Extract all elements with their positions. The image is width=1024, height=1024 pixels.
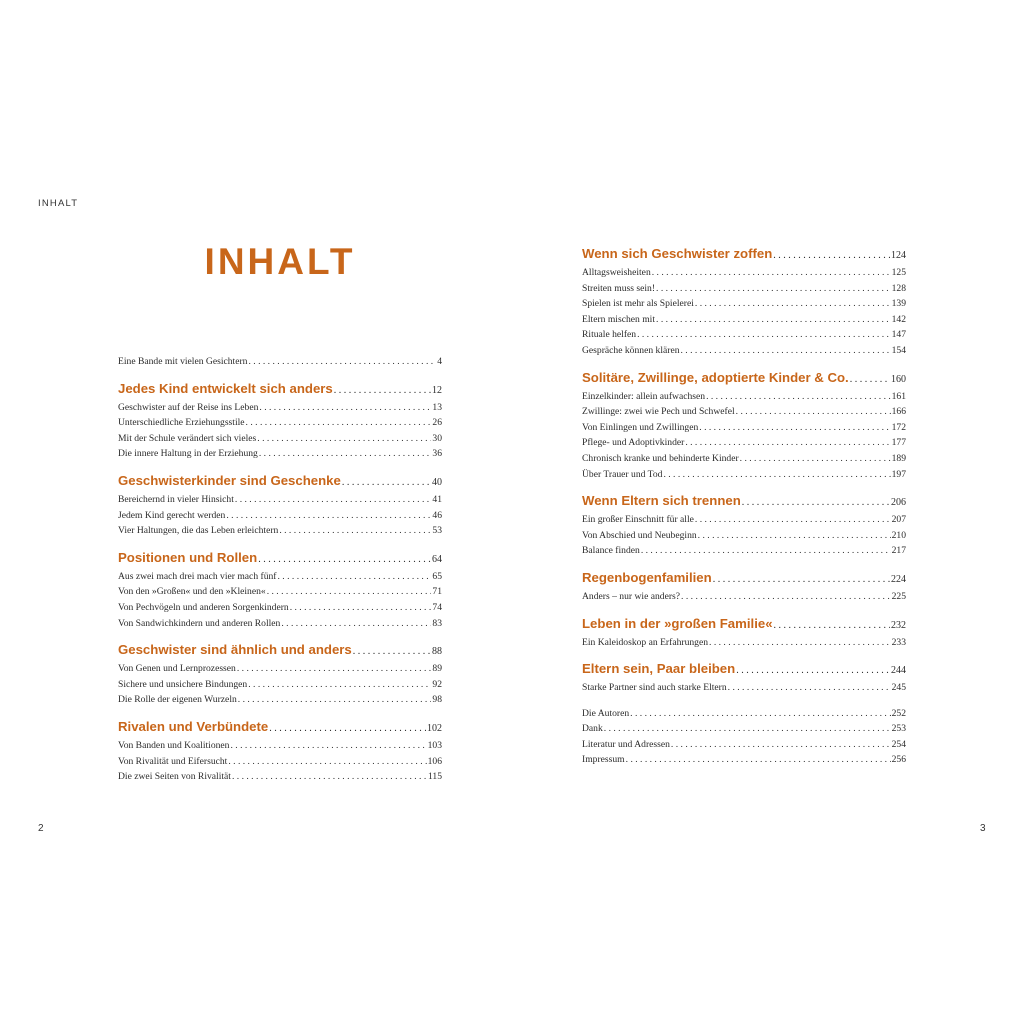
chapter-page: 64 [432,553,442,565]
entry-page: 89 [432,663,442,675]
entry-page: 172 [891,421,906,433]
leader-dots [637,327,891,343]
toc-entry[interactable] [582,680,906,696]
toc-entry[interactable] [118,600,442,616]
entry-title: Gespräche können klären [582,344,680,356]
leader-dots [773,247,890,265]
entry-page: 13 [432,401,442,413]
entry-title: Unterschiedliche Erziehungsstile [118,417,245,429]
toc-entry[interactable] [118,400,442,416]
toc-right-column [582,245,906,768]
toc-entry[interactable] [118,754,442,770]
entry-page: 207 [891,514,906,526]
entry-page: 233 [891,636,906,648]
chapter-title: Geschwister sind ähnlich und anders [118,642,352,658]
leader-dots [248,677,431,693]
entry-title: Dank [582,723,603,735]
chapter-page: 206 [891,497,906,509]
toc-entry[interactable] [118,523,442,539]
entry-page: 225 [891,590,906,602]
leader-dots [656,281,891,297]
toc-left-column [118,354,442,785]
chapter-title: Jedes Kind entwickelt sich anders [118,380,333,396]
entry-page: 106 [427,755,442,767]
entry-title: Starke Partner sind auch starke Eltern [582,682,727,694]
leader-dots [641,543,891,559]
entry-title: Jedem Kind gerecht werden [118,509,226,521]
entry-title: Von Einlingen und Zwillingen [582,421,699,433]
leader-dots [279,523,431,539]
entry-title: Anders – nur wie anders? [582,590,681,602]
entry-page: 4 [437,356,442,367]
entry-title: Bereichernd in vieler Hinsicht [118,493,234,505]
toc-chapter-heading[interactable] [118,380,442,400]
toc-entry[interactable] [582,512,906,528]
leader-dots [334,382,431,400]
entry-page: 161 [891,390,906,402]
entry-page: 189 [891,452,906,464]
leader-dots [259,446,432,462]
leader-dots [742,494,890,512]
chapter-page: 232 [891,619,906,631]
toc-chapter-heading[interactable] [582,492,906,512]
leader-dots [713,571,890,589]
leader-dots [681,589,891,605]
toc-entry[interactable] [582,752,906,768]
chapter-page: 88 [432,646,442,658]
toc-entry[interactable] [582,389,906,405]
toc-entry[interactable] [582,721,906,737]
leader-dots [774,617,890,635]
leader-dots [281,616,431,632]
entry-page: 147 [891,329,906,341]
entry-page: 177 [891,437,906,449]
leader-dots [290,600,432,616]
entry-page: 92 [432,678,442,690]
entry-page: 217 [891,545,906,557]
leader-dots [736,404,891,420]
toc-entry[interactable] [582,635,906,651]
entry-page: 115 [427,771,442,783]
page-number-left: 2 [38,823,44,834]
entry-page: 125 [891,267,906,278]
entry-title: Pflege- und Adoptivkinder [582,437,685,449]
chapter-page: 244 [891,665,906,677]
page-title: INHALT [204,241,356,282]
leader-dots [706,389,891,405]
leader-dots [259,400,431,416]
chapter-page: 102 [427,722,442,734]
toc-chapter-heading[interactable] [582,615,906,635]
entry-title: Vier Haltungen, die das Leben erleichtern [118,525,279,537]
chapter-page: 12 [432,384,442,396]
entry-title: Einzelkinder: allein aufwachsen [582,390,706,402]
leader-dots [728,680,891,696]
toc-chapter-heading[interactable] [582,660,906,680]
entry-page: 139 [891,298,906,310]
leader-dots [226,508,431,524]
toc-entry[interactable] [582,343,906,359]
toc-chapter-heading[interactable] [582,569,906,589]
toc-entry[interactable] [118,584,442,600]
entry-page: 256 [891,754,906,766]
toc-entry[interactable] [582,420,906,436]
entry-title: Balance finden [582,545,640,557]
toc-chapter-heading[interactable] [118,472,442,492]
toc-entry[interactable] [118,661,442,677]
entry-page: 71 [432,586,442,598]
toc-entry[interactable] [118,492,442,508]
entry-title: Spielen ist mehr als Spielerei [582,298,694,310]
entry-title: Aus zwei mach drei mach vier mach fünf [118,570,277,582]
chapter-page: 224 [891,573,906,585]
entry-title: Die innere Haltung in der Erziehung [118,448,258,460]
chapter-title: Rivalen und Verbündete [118,718,269,734]
chapter-title: Positionen und Rollen [118,549,258,565]
entry-page: 26 [432,417,442,429]
entry-page: 74 [432,601,442,613]
entry-page: 83 [432,617,442,629]
toc-entry[interactable] [582,265,906,281]
running-header: INHALT [38,198,79,209]
toc-entry[interactable] [582,706,906,722]
entry-title: Impressum [582,754,625,766]
entry-title: Von Abschied und Neubeginn [582,529,697,541]
entry-title: Alltagsweisheiten [582,267,651,278]
toc-chapter-heading[interactable] [118,549,442,569]
toc-entry[interactable] [118,738,442,754]
leader-dots [238,692,432,708]
chapter-title: Wenn sich Geschwister zoffen [582,246,773,261]
entry-title: Sichere und unsichere Bindungen [118,678,248,690]
entry-title: Literatur und Adressen [582,738,670,750]
leader-dots [626,752,891,768]
chapter-title: Geschwisterkinder sind Geschenke [118,472,341,488]
entry-title: Die Autoren [582,707,630,719]
toc-chapter-heading[interactable] [118,718,442,738]
toc-entry[interactable] [118,431,442,447]
toc-entry[interactable] [582,528,906,544]
entry-title: Über Trauer und Tod [582,468,663,480]
leader-dots [656,312,891,328]
entry-page: 98 [432,694,442,706]
toc-intro-entry[interactable] [118,354,442,370]
entry-page: 245 [891,682,906,694]
leader-dots [630,706,890,722]
leader-dots [652,265,891,281]
chapter-title: Wenn Eltern sich trennen [582,493,741,509]
leader-dots [278,569,432,585]
chapter-page: 40 [432,476,442,488]
leader-dots [342,474,431,492]
entry-title: Chronisch kranke und behinderte Kinder [582,452,739,464]
entry-page: 166 [891,406,906,418]
leader-dots [740,451,891,467]
leader-dots [663,467,890,483]
toc-entry[interactable] [582,281,906,297]
leader-dots [235,492,432,508]
toc-entry[interactable] [582,312,906,328]
section-gap [582,696,906,706]
entry-title: Die Rolle der eigenen Wurzeln [118,694,237,706]
toc-entry[interactable] [582,435,906,451]
entry-title: Ein Kaleidoskop an Erfahrungen [582,636,709,648]
leader-dots [709,635,891,651]
entry-page: 41 [432,493,442,505]
leader-dots [257,431,431,447]
chapter-title: Eltern sein, Paar bleiben [582,661,736,677]
leader-dots [232,769,427,785]
leader-dots [699,420,890,436]
chapter-title: Regenbogenfamilien [582,569,712,585]
entry-title: Eltern mischen mit [582,313,656,325]
entry-page: 128 [891,282,906,294]
toc-entry[interactable] [118,446,442,462]
toc-entry[interactable] [118,415,442,431]
toc-entry[interactable] [118,616,442,632]
toc-entry[interactable] [582,404,906,420]
chapter-title: Leben in der »großen Familie« [582,615,773,631]
entry-page: 103 [427,739,442,751]
leader-dots [850,371,890,389]
leader-dots [248,354,436,370]
toc-chapter-heading[interactable] [582,369,906,389]
entry-title: Streiten muss sein! [582,282,656,294]
leader-dots [698,528,891,544]
toc-entry[interactable] [582,467,906,483]
entry-page: 253 [891,723,906,735]
chapter-page: 160 [891,373,906,385]
toc-entry[interactable] [582,451,906,467]
toc-entry[interactable] [582,296,906,312]
toc-entry[interactable] [118,769,442,785]
toc-entry[interactable] [582,327,906,343]
entry-page: 154 [891,344,906,356]
leader-dots [353,643,431,661]
entry-page: 210 [891,529,906,541]
leader-dots [230,738,426,754]
leader-dots [681,343,891,359]
chapter-page: 124 [891,250,906,261]
leader-dots [671,737,891,753]
entry-title: Von Genen und Lernprozessen [118,663,236,675]
leader-dots [736,662,890,680]
leader-dots [246,415,432,431]
entry-page: 197 [891,468,906,480]
entry-title: Von Pechvögeln und anderen Sorgenkindern [118,601,289,613]
toc-chapter-heading[interactable] [582,245,906,265]
entry-title: Rituale helfen [582,329,637,341]
entry-title: Zwillinge: zwei wie Pech und Schwefel [582,406,735,418]
entry-title: Ein großer Einschnitt für alle [582,514,694,526]
entry-page: 36 [432,448,442,460]
entry-page: 65 [432,570,442,582]
entry-page: 46 [432,509,442,521]
toc-entry[interactable] [118,677,442,693]
leader-dots [258,551,431,569]
toc-entry[interactable] [582,589,906,605]
entry-title: Eine Bande mit vielen Gesichtern [118,356,248,367]
leader-dots [237,661,432,677]
entry-title: Geschwister auf der Reise ins Leben [118,401,259,413]
entry-page: 252 [891,707,906,719]
entry-title: Von Banden und Koalitionen [118,739,230,751]
toc-entry[interactable] [582,737,906,753]
entry-title: Von Rivalität und Eifersucht [118,755,228,767]
entry-title: Von Sandwichkindern und anderen Rollen [118,617,281,629]
entry-title: Mit der Schule verändert sich vieles [118,432,257,444]
leader-dots [695,512,891,528]
page-number-right: 3 [980,823,986,834]
leader-dots [228,754,426,770]
entry-page: 30 [432,432,442,444]
entry-page: 142 [891,313,906,325]
toc-chapter-heading[interactable] [118,641,442,661]
toc-entry[interactable] [118,569,442,585]
entry-page: 254 [891,738,906,750]
leader-dots [267,584,432,600]
toc-entry[interactable] [118,508,442,524]
leader-dots [604,721,891,737]
leader-dots [685,435,890,451]
entry-title: Von den »Großen« und den »Kleinen« [118,586,266,598]
leader-dots [695,296,891,312]
entry-page: 53 [432,525,442,537]
chapter-title: Solitäre, Zwillinge, adoptierte Kinder & Co. [582,369,849,385]
toc-entry[interactable] [118,692,442,708]
leader-dots [269,720,426,738]
entry-title: Die zwei Seiten von Rivalität [118,771,231,783]
toc-entry[interactable] [582,543,906,559]
